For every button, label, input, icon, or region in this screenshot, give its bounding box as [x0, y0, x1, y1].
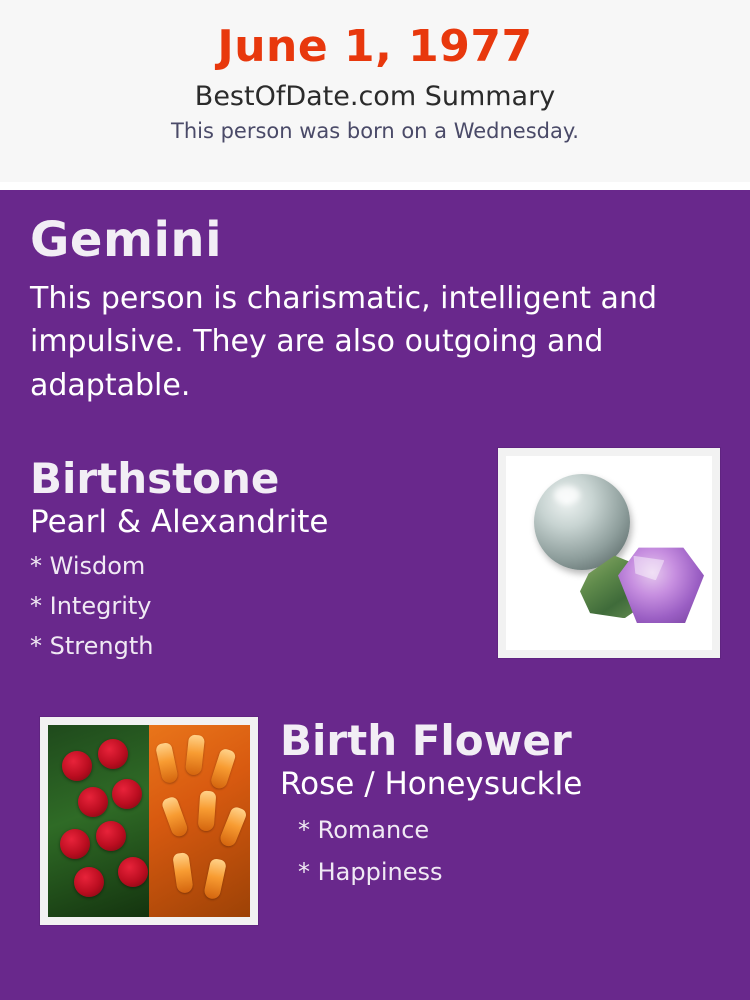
born-day-note: This person was born on a Wednesday.: [171, 118, 579, 143]
birthstone-trait: * Wisdom: [30, 552, 146, 581]
pearl-icon: [534, 474, 630, 570]
birth-flower-title: Birth Flower: [280, 716, 572, 766]
roses-icon: [48, 725, 149, 917]
birth-flower-illustration: [48, 725, 250, 917]
birth-flower-trait: * Happiness: [298, 858, 443, 887]
birthstone-illustration: [506, 456, 712, 650]
birth-flower-image: [40, 717, 258, 925]
alexandrite-gem-icon: [618, 544, 704, 626]
birthstone-title: Birthstone: [30, 454, 280, 504]
details-panel: [0, 190, 750, 1000]
birthstone-image: [498, 448, 720, 658]
honeysuckle-icon: [149, 725, 250, 917]
birthstone-section: [30, 455, 720, 675]
page-title: June 1, 1977: [217, 21, 533, 72]
zodiac-sign-title: Gemini: [30, 212, 223, 268]
birthstone-trait: * Strength: [30, 632, 154, 661]
birth-flower-trait: * Romance: [298, 816, 430, 845]
header: [0, 0, 750, 182]
header-divider: [0, 182, 750, 190]
birthstone-text: [30, 455, 480, 660]
birthstone-names: Pearl & Alexandrite: [30, 504, 329, 541]
birthstone-trait: * Integrity: [30, 592, 152, 621]
birth-flower-names: Rose / Honeysuckle: [280, 766, 583, 803]
zodiac-description: This person is charismatic, intelligent and impulsive. They are also outgoing and adaptable.: [30, 280, 657, 403]
birth-flower-section: [30, 717, 720, 932]
birth-flower-text: [280, 717, 720, 886]
site-summary-label: BestOfDate.com Summary: [194, 80, 556, 112]
